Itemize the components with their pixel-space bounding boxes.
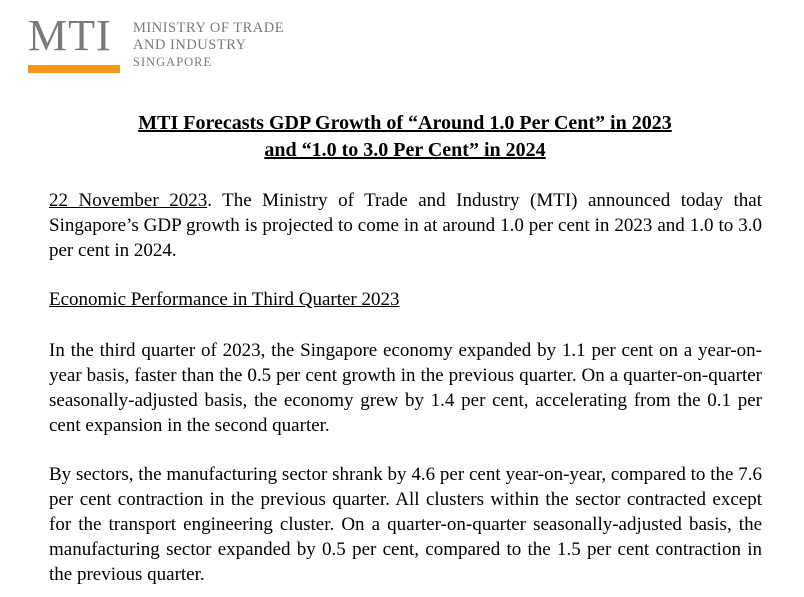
body-paragraph: By sectors, the manufacturing sector shrank by 4.6 per cent year-on-year, compared to the 7.6 per cent contraction in the previous quarter. All clusters within the sector contracted except for the transport engineering cluster. On a quarter-on-quarter seasonally-adjusted basis, the manufacturing sector expanded by 0.5 per cent, compared to the 1.5 per cent contraction in the previous quarter.: [49, 464, 762, 585]
mti-logo: [28, 11, 298, 74]
logo-line-3: SINGAPORE: [133, 55, 213, 69]
logo-accent-bar: [28, 65, 120, 73]
title-line-2: and “1.0 to 3.0 Per Cent” in 2024: [264, 139, 546, 161]
logo-wordmark: [133, 20, 284, 71]
section-heading-text: Economic Performance in Third Quarter 2023: [49, 289, 400, 310]
logo-mark: MTI: [28, 11, 112, 60]
title-line-1: MTI Forecasts GDP Growth of “Around 1.0 Per Cent” in 2023: [138, 112, 672, 134]
logo-line-1: MINISTRY OF TRADE: [133, 20, 285, 36]
release-date: 22 November 2023: [49, 190, 208, 211]
press-release-title: [40, 110, 770, 164]
intro-paragraph: [49, 188, 762, 263]
section-heading: [49, 287, 762, 312]
logo-line-2: AND INDUSTRY: [133, 37, 247, 53]
intro-text: . The Ministry of Trade and Industry (MTI) announced today that Singapore’s GDP growth is projected to come in at around 1.0 per cent in 2023 and 1.0 to 3.0 per cent in 2024.: [49, 190, 762, 261]
body-paragraph: In the third quarter of 2023, the Singapore economy expanded by 1.1 per cent on a year-on-year basis, faster than the 0.5 per cent growth in the previous quarter. On a quarter-on-quarter seasonally-adjusted basis, the economy grew by 1.4 per cent, accelerating from the 0.1 per cent expansion in the second quarter.: [49, 340, 762, 436]
